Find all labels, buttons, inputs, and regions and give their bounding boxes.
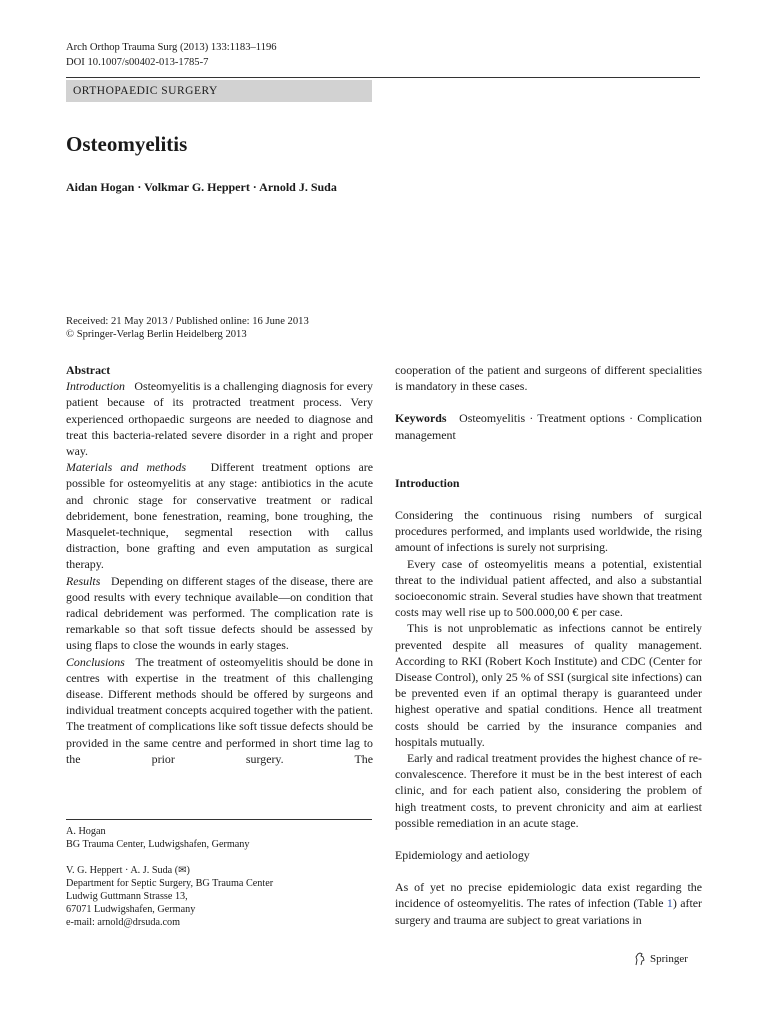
results-text: Depending on different stages of the disease, there are good results with every technique available—on condition that radical debridement was performed. The complication rate is remarkable so that soft tissue defects should be assessed by using flaps to close the wounds in early stages. <box>66 573 373 653</box>
intro-paragraph-3: This is not unproblematic as infections cannot be entirely prevented despite all measures of quality management. According to RKI (Robert Koch Institute) and CDC (Center for Disease Control), only 25 % of SSI (surgical site infections) can be prevented even if an optimal therapy is guaranteed under highest operative and spatial conditions. Hence all treatment costs should be carried by the insurance companies and hospitals mutually. <box>395 621 702 749</box>
conclusions-label: Conclusions <box>66 654 125 669</box>
conclusions-text: The treatment of osteomyelitis should be done in centres with expertise in the treatment of this challenging disease. Different methods should be offered by surgeons and individual treatment concepts acquired together with the patient. The treatment of complications like soft tissue defects should be provided in the same centre and performed in short time lag to the prior surgery. The <box>66 654 374 766</box>
author-list: Aidan Hogan · Volkmar G. Heppert · Arnold J. Suda <box>66 180 337 194</box>
epidemiology-paragraph-1: As of yet no precise epidemiologic data exist regarding the incidence of osteomyelitis. The rates of infection (Table 1) after surgery and trauma are subject to great variations in <box>395 880 702 927</box>
publication-dates <box>66 315 309 341</box>
header-rule <box>66 77 700 78</box>
intro-paragraph-2: Every case of osteomyelitis means a potential, existential threat to the individual patient affected, and also a substantial socioeconomic strain. Several studies have shown that treatment costs may well rise up to 500.000,00 € per case. <box>395 556 702 620</box>
publisher-logo <box>634 952 688 966</box>
intro-paragraph-1: Considering the continuous rising numbers of surgical procedures performed, and implants used worldwide, the rising amount of infections is surely not surprising. <box>395 508 702 555</box>
publisher-name: Springer <box>650 953 688 965</box>
keywords-text: Osteomyelitis · Treatment options · Complication management <box>395 411 703 442</box>
footnote-corresponding <box>66 864 273 929</box>
author1-name: A. Hogan <box>66 826 106 837</box>
section-banner: ORTHOPAEDIC SURGERY <box>66 80 372 102</box>
abstract-continuation: cooperation of the patient and surgeons of different specialities is mandatory in these cases. <box>395 363 702 394</box>
introduction-heading: Introduction <box>395 475 460 490</box>
right-column <box>395 362 702 928</box>
email-address[interactable]: e-mail: arnold@drsuda.com <box>66 917 181 928</box>
author23-names: V. G. Heppert · A. J. Suda (✉) <box>66 865 190 876</box>
abstract-heading: Abstract <box>66 363 111 377</box>
department: Department for Septic Surgery, BG Trauma Center <box>66 878 274 889</box>
author1-affiliation: BG Trauma Center, Ludwigshafen, Germany <box>66 839 250 850</box>
received-line: Received: 21 May 2013 / Published online: 16 June 2013 <box>66 316 309 327</box>
abstract-column <box>66 362 373 767</box>
results-label: Results <box>66 573 101 588</box>
city-address: 67071 Ludwigshafen, Germany <box>66 904 196 915</box>
springer-horse-icon <box>634 952 646 966</box>
street-address: Ludwig Guttmann Strasse 13, <box>66 891 188 902</box>
abstract-methods <box>66 459 373 572</box>
envelope-icon: ✉ <box>178 865 187 876</box>
copyright-line: © Springer-Verlag Berlin Heidelberg 2013 <box>66 329 247 340</box>
doi-line[interactable]: DOI 10.1007/s00402-013-1785-7 <box>66 57 209 68</box>
keywords-label: Keywords <box>395 411 447 426</box>
footnote-author1 <box>66 825 250 851</box>
abstract-introduction <box>66 378 373 459</box>
methods-text: Different treatment options are possible for osteomyelitis at any stage: antibiotics in the acute and chronic stage for conservative treatment or radical debridement, bone fenestration, reaming, bone troughing, the Masquelet-technique, segmental resection with callus distraction, bone grafting and even amputation as surgical therapy. <box>66 460 373 572</box>
intro-text: Osteomyelitis is a challenging diagnosis for every patient because of its protracted treatment process. Very experienced orthopaedic surgeons are needed to diagnose and treat this bacteria-related severe disorder in a right and proper way. <box>66 379 374 459</box>
methods-label: Materials and methods <box>66 460 187 475</box>
epidemiology-heading: Epidemiology and aetiology <box>395 848 530 863</box>
intro-paragraph-4: Early and radical treatment provides the highest chance of re-convalescence. Therefore it must be in the best interest of each clinic, and for each patient also, considering the problem of high treatment costs, to prevent chronicity and aim at earliest possible remediation in an acute stage. <box>395 751 702 830</box>
journal-citation <box>66 40 277 70</box>
intro-label: Introduction <box>66 379 126 394</box>
article-title: Osteomyelitis <box>66 132 188 156</box>
abstract-results <box>66 573 373 654</box>
journal-line: Arch Orthop Trauma Surg (2013) 133:1183–1196 <box>66 42 277 53</box>
abstract-conclusions <box>66 654 373 767</box>
keywords-block <box>395 410 702 442</box>
footnote-rule <box>66 819 372 820</box>
table-1-link[interactable]: 1 <box>666 896 673 911</box>
